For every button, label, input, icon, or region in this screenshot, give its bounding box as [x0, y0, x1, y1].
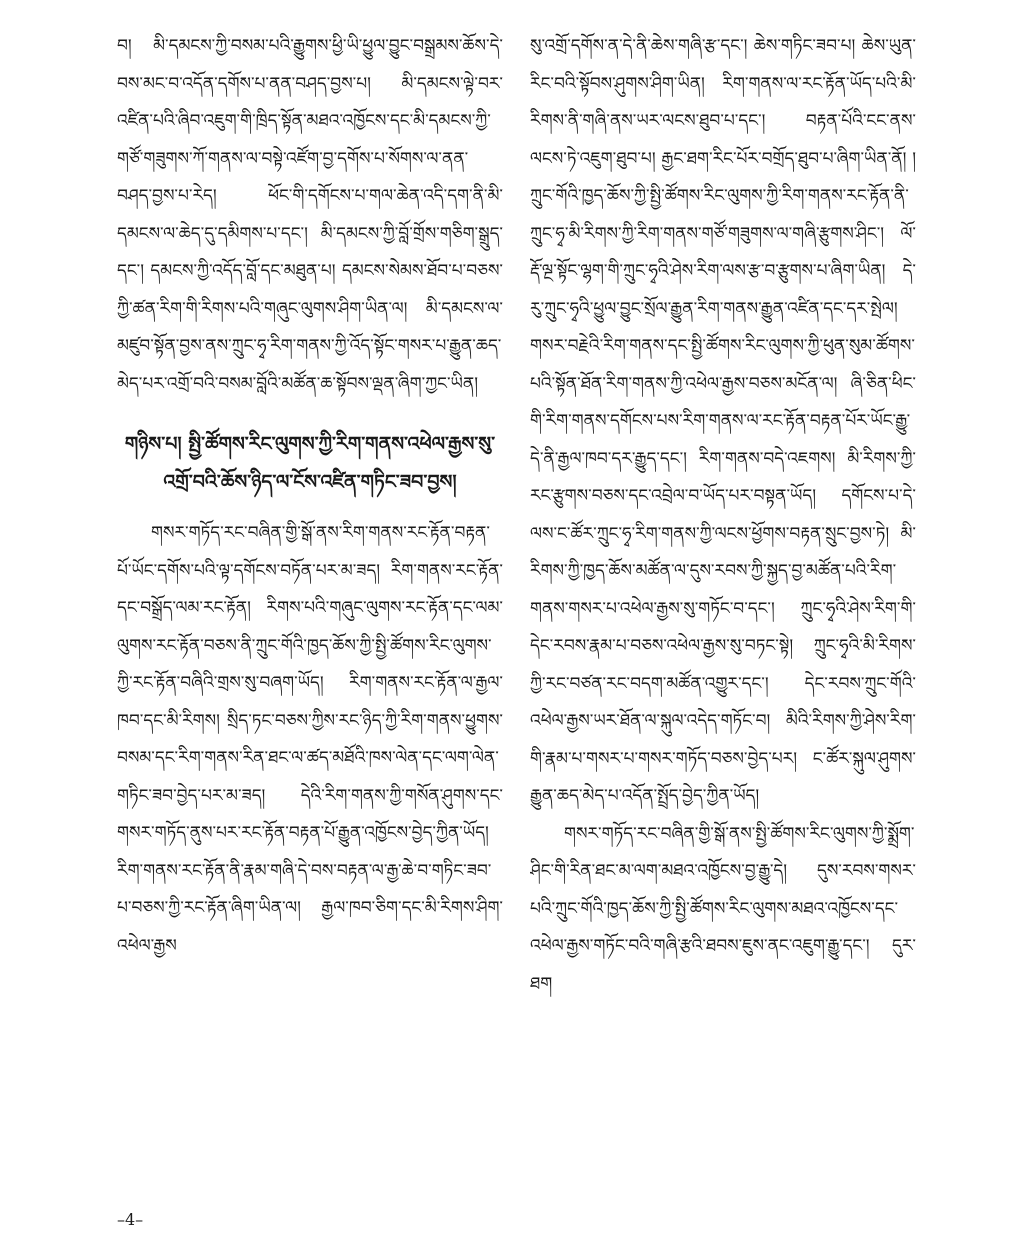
section-heading: གཉིས་པ། སྤྱི་ཚོགས་རིང་ལུགས་ཀྱི་རིག་གནས་འཕེལ་རྒྱས་སུ་འགྲོ་བའི་ཆོས་ཉིད་ལ་ངོས་འཛིན་གཏིང་ཟབ་བྱས།: [124, 433, 496, 493]
paragraph: གསར་གཏོད་རང་བཞིན་གྱི་སྒོ་ནས་སྤྱི་ཚོགས་རིང་ལུགས་ཀྱི་སྨྲོག་ཤིང་གི་རིན་ཐང་མ་ལག་མཐའ་འཁྱོངས་བྱ་རྒྱུ་དེ། དུས་རབས་གསར་པའི་ཀྲུང་གོའི་ཁྱད་ཆོས་ཀྱི་སྤྱི་ཚོགས་རིང་ལུགས་མཐའ་འཁྱོངས་དང་འཕེལ་རྒྱས་གཏོང་བའི་གཞི་རྩའི་ཐབས་ཇུས་ནང་འཇུག་རྒྱུ་དང་། དུར་ཐག: [530, 823, 916, 994]
paragraph: བ། མི་དམངས་ཀྱི་བསམ་པའི་རྒྱུགས་ཕྱི་ཡི་ཕྱུལ་བྱུང་བསྒྲམས་ཆོས་དེ་བས་མང་བ་འདོན་དགོས་པ་ནན་བཤད་བྱས་པ། མི་དམངས་ལྟེ་བར་འཛིན་པའི་ཞིབ་འཇུག་གི་ཁྲིད་སྟོན་མཐའ་འཁྱོངས་དང་མི་དམངས་ཀྱི་གཙོ་གཟུགས་ཀོ་གནས་ལ་བསྟེ་འཛོག་བྱ་དགོས་པ་སོགས་ལ་ནན་བཤད་བྱས་པ་རེད། ཕོང་གི་དགོངས་པ་གལ་ཆེན་འདི་དག་ནི་མི་དམངས་ལ་ཆེད་དུ་དམིགས་པ་དང་། མི་དམངས་ཀྱི་བློ་གྲོས་གཅིག་སྒྲུད་དང་། དམངས་ཀྱི་འདོད་བློ་དང་མཐུན་པ། དམངས་སེམས་ཐོབ་པ་བཅས་ཀྱི་ཚན་རིག་གི་རིགས་པའི་གཞུང་ལུགས་ཤིག་ཡིན་ལ། མི་དམངས་ལ་མཛུབ་སྟོན་བྱས་ནས་ཀྲུང་ཧྭ་རིག་གནས་ཀྱི་འོད་སྟོང་གསར་པ་རྒྱུན་ཆད་མེད་པར་འགྲོ་བའི་བསམ་བློའི་མཚོན་ཆ་སྟོབས་ལྡན་ཞིག་ཀྱང་ཡིན།: [117, 36, 503, 394]
paragraph: གསར་གཏོད་རང་བཞིན་གྱི་སྒོ་ནས་རིག་གནས་རང་རྟོན་བརྟན་པོ་ཡོང་དགོས་པའི་ལྟ་དགོངས་བཏོན་པར་མ་ཟད། རིག་གནས་རང་རྟོན་དང་བསྒྲོད་ལམ་རང་རྟོན། རིགས་པའི་གཞུང་ལུགས་རང་རྟོན་དང་ལམ་ལུགས་རང་རྟོན་བཅས་ནི་ཀྲུང་གོའི་ཁྱད་ཆོས་ཀྱི་སྤྱི་ཚོགས་རིང་ལུགས་ཀྱི་རང་རྟོན་བཞིའི་གྲས་སུ་བཞག་ཡོད། རིག་གནས་རང་རྟོན་ལ་རྒྱལ་ཁབ་དང་མི་རིགས། སྲིད་ཏང་བཅས་ཀྱིས་རང་ཉིད་ཀྱི་རིག་གནས་ཕྱུགས་བསམ་དང་རིག་གནས་རིན་ཐང་ལ་ཚད་མཐོའི་ཁས་ལེན་དང་ལག་ལེན་གཏིང་ཟབ་བྱེད་པར་མ་ཟད། དེའི་རིག་གནས་ཀྱི་གསོན་ཤུགས་དང་གསར་གཏོད་ནུས་པར་རང་རྟོན་བརྟན་པོ་རྒྱུན་འཁྱོངས་བྱེད་ཀྱིན་ཡོད། རིག་གནས་རང་རྟོན་ནི་རྣམ་གཞི་དེ་བས་བརྟན་ལ་རྒྱ་ཆེ་བ་གཏིང་ཟབ་པ་བཅས་ཀྱི་རང་རྟོན་ཞིག་ཡིན་ལ། རྒྱལ་ཁབ་ཅིག་དང་མི་རིགས་ཤིག་འཕེལ་རྒྱས: [117, 523, 503, 956]
left-column: [117, 28, 503, 1188]
page-number: –4–: [117, 1210, 144, 1229]
right-column: [530, 28, 916, 1188]
paragraph: སུ་འགྲོ་དགོས་ན་དེ་ནི་ཆེས་གཞི་རྩ་དང་། ཆེས་གཏིང་ཟབ་པ། ཆེས་ཡུན་རིང་བའི་སྟོབས་ཤུགས་ཤིག་ཡིན། རིག་གནས་ལ་རང་རྟོན་ཡོད་པའི་མི་རིགས་ནི་གཞི་ནས་ཡར་ལངས་ཐུབ་པ་དང་། བརྟན་པོའི་ངང་ནས་ལངས་ཏེ་འཇུག་ཐུབ་པ། རྒྱང་ཐག་རིང་པོར་བགྲོད་ཐུབ་པ་ཞིག་ཡིན་ནོ། །ཀྲུང་གོའི་ཁྱད་ཆོས་ཀྱི་སྤྱི་ཚོགས་རིང་ལུགས་ཀྱི་རིག་གནས་རང་རྟོན་ནི་ཀྲུང་ཧྭ་མི་རིགས་ཀྱི་རིག་གནས་གཙོ་གཟུགས་ལ་གཞི་རྩུགས་ཤིང་། ལོ་རྡོ་ལྔ་སྟོང་ལྷག་གི་ཀྲུང་ཧྭའི་ཤེས་རིག་ལས་རྩ་བ་རྩུགས་པ་ཞིག་ཡིན། དེ་རུ་ཀྲུང་ཧྭའི་ཕྱུལ་བྱུང་སྲོལ་རྒྱུན་རིག་གནས་རྒྱུན་འཛིན་དང་དར་སྤེལ། གསར་བརྗེའི་རིག་གནས་དང་སྤྱི་ཚོགས་རིང་ལུགས་ཀྱི་ཕུན་སུམ་ཚོགས་པའི་སྟོན་ཐོན་རིག་གནས་ཀྱི་འཕེལ་རྒྱས་བཅས་མངོན་ལ། ཞི་ཅིན་ཕིང་གི་རིག་གནས་དགོངས་པས་རིག་གནས་ལ་རང་རྟོན་བརྟན་པོར་ཡོང་རྒྱུ་དེ་ནི་རྒྱལ་ཁབ་དར་རྒྱུད་དང་། རིག་གནས་བདེ་འཇགས། མི་རིགས་ཀྱི་རང་རྩུགས་བཅས་དང་འབྲེལ་བ་ཡོད་པར་བསྟན་ཡོད། དགོངས་པ་དེ་ལས་ང་ཚོར་ཀྲུང་ཧྭ་རིག་གནས་ཀྱི་ལངས་ཕྱོགས་བརྟན་སྲུང་བྱས་ཏེ། མི་རིགས་ཀྱི་ཁྱད་ཆོས་མཚོན་ལ་དུས་རབས་ཀྱི་སྐྱད་བྱ་མཚོན་པའི་རིག་གནས་གསར་པ་འཕེལ་རྒྱས་སུ་གཏོང་བ་དང་། ཀྲུང་ཧྭའི་ཤེས་རིག་གི་དེང་རབས་རྣམ་པ་བཅས་འཕེལ་རྒྱས་སུ་བཏང་སྟེ། ཀྲུང་ཧྭའི་མི་རིགས་ཀྱི་རང་བཙན་རང་བདག་མཚོན་འགྱུར་དང་། དེང་རབས་ཀྲུང་གོའི་འཕེལ་རྒྱས་ཡར་ཐོན་ལ་སྐུལ་འདེད་གཏོང་བ། མིའི་རིགས་ཀྱི་ཤེས་རིག་གི་རྣམ་པ་གསར་པ་གསར་གཏོད་བཅས་བྱེད་པར། ང་ཚོར་སྐུལ་ཤུགས་རྒྱུན་ཆད་མེད་པ་འདོན་སྤྲོད་བྱེད་ཀྱིན་ཡོད།: [530, 36, 916, 806]
